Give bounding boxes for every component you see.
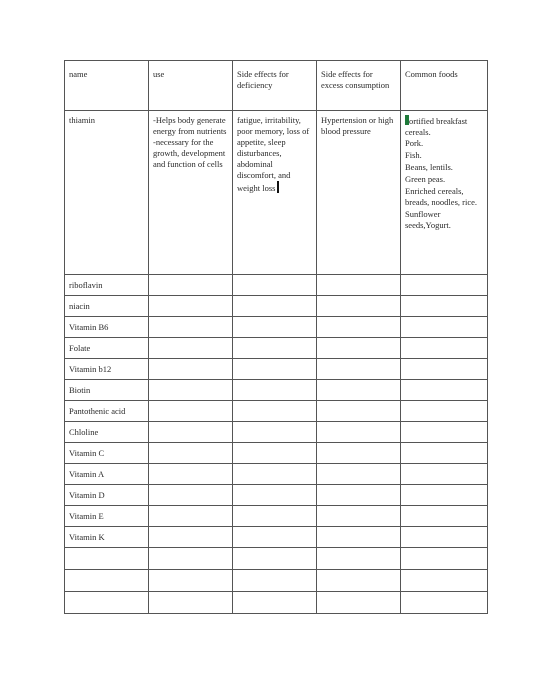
empty-cell[interactable] bbox=[233, 570, 317, 592]
table-row bbox=[65, 443, 488, 464]
table-row bbox=[65, 296, 488, 317]
empty-cell[interactable] bbox=[401, 422, 488, 443]
table-row bbox=[65, 275, 488, 296]
vitamin-name-cell[interactable]: riboflavin bbox=[65, 275, 149, 296]
empty-cell[interactable] bbox=[401, 380, 488, 401]
foods-list bbox=[405, 116, 483, 231]
vitamin-name-cell[interactable]: Biotin bbox=[65, 380, 149, 401]
empty-cell[interactable] bbox=[317, 296, 401, 317]
empty-cell[interactable] bbox=[401, 359, 488, 380]
table-row bbox=[65, 506, 488, 527]
empty-cell[interactable] bbox=[401, 317, 488, 338]
empty-cell[interactable] bbox=[233, 527, 317, 548]
empty-cell[interactable] bbox=[401, 296, 488, 317]
empty-cell[interactable] bbox=[233, 506, 317, 527]
empty-cell[interactable] bbox=[65, 592, 149, 614]
empty-cell[interactable] bbox=[317, 317, 401, 338]
vitamin-name-cell[interactable]: Vitamin K bbox=[65, 527, 149, 548]
empty-cell[interactable] bbox=[401, 506, 488, 527]
food-item: Green peas. bbox=[405, 174, 446, 184]
vitamin-table bbox=[64, 60, 488, 614]
empty-cell[interactable] bbox=[149, 359, 233, 380]
empty-cell[interactable] bbox=[401, 464, 488, 485]
empty-cell[interactable] bbox=[149, 338, 233, 359]
text-cursor bbox=[277, 181, 279, 193]
empty-cell[interactable] bbox=[317, 485, 401, 506]
header-foods[interactable]: Common foods bbox=[401, 61, 488, 111]
empty-cell[interactable] bbox=[401, 485, 488, 506]
empty-cell[interactable] bbox=[233, 296, 317, 317]
food-item: Fish. bbox=[405, 150, 422, 160]
empty-cell[interactable] bbox=[233, 380, 317, 401]
empty-cell[interactable] bbox=[65, 548, 149, 570]
empty-cell[interactable] bbox=[149, 275, 233, 296]
empty-cell[interactable] bbox=[233, 443, 317, 464]
empty-cell[interactable] bbox=[149, 317, 233, 338]
empty-cell[interactable] bbox=[317, 570, 401, 592]
food-item: ortified breakfast cereals. bbox=[405, 116, 468, 137]
empty-cell[interactable] bbox=[149, 401, 233, 422]
empty-cell[interactable] bbox=[233, 592, 317, 614]
header-row bbox=[65, 61, 488, 111]
table-row bbox=[65, 317, 488, 338]
empty-cell[interactable] bbox=[233, 275, 317, 296]
empty-cell[interactable] bbox=[317, 338, 401, 359]
empty-cell[interactable] bbox=[149, 296, 233, 317]
empty-cell[interactable] bbox=[401, 570, 488, 592]
vitamin-name-cell[interactable]: niacin bbox=[65, 296, 149, 317]
thiamin-use-cell[interactable]: -Helps body generate energy from nutrients -necessary for the growth, development and function of cells bbox=[149, 111, 233, 275]
header-name[interactable]: name bbox=[65, 61, 149, 111]
table-row bbox=[65, 527, 488, 548]
empty-cell[interactable] bbox=[317, 592, 401, 614]
empty-cell[interactable] bbox=[317, 548, 401, 570]
vitamin-name-cell[interactable]: Chloline bbox=[65, 422, 149, 443]
empty-cell[interactable] bbox=[317, 275, 401, 296]
empty-cell[interactable] bbox=[317, 506, 401, 527]
empty-cell[interactable] bbox=[317, 464, 401, 485]
empty-cell[interactable] bbox=[149, 548, 233, 570]
food-item: Beans, lentils. bbox=[405, 162, 453, 172]
table-row bbox=[65, 380, 488, 401]
empty-table-row bbox=[65, 570, 488, 592]
table-row bbox=[65, 338, 488, 359]
thiamin-row bbox=[65, 111, 488, 275]
vitamin-name-cell[interactable]: Vitamin A bbox=[65, 464, 149, 485]
empty-cell[interactable] bbox=[401, 275, 488, 296]
header-excess[interactable]: Side effects for excess consumption bbox=[317, 61, 401, 111]
empty-cell[interactable] bbox=[233, 485, 317, 506]
empty-cell[interactable] bbox=[65, 570, 149, 592]
vitamin-name-cell[interactable]: Vitamin b12 bbox=[65, 359, 149, 380]
empty-cell[interactable] bbox=[233, 317, 317, 338]
vitamin-name-cell[interactable]: Vitamin D bbox=[65, 485, 149, 506]
empty-table-row bbox=[65, 592, 488, 614]
vitamin-name-cell[interactable]: Vitamin C bbox=[65, 443, 149, 464]
thiamin-excess-cell[interactable]: Hypertension or high blood pressure bbox=[317, 111, 401, 275]
food-item: Pork. bbox=[405, 138, 424, 148]
empty-cell[interactable] bbox=[149, 506, 233, 527]
table-row bbox=[65, 485, 488, 506]
thiamin-foods-cell[interactable] bbox=[401, 111, 488, 275]
empty-cell[interactable] bbox=[401, 401, 488, 422]
empty-cell[interactable] bbox=[233, 338, 317, 359]
table-row bbox=[65, 401, 488, 422]
empty-cell[interactable] bbox=[401, 548, 488, 570]
empty-cell[interactable] bbox=[149, 422, 233, 443]
empty-cell[interactable] bbox=[401, 592, 488, 614]
empty-cell[interactable] bbox=[401, 338, 488, 359]
empty-cell[interactable] bbox=[149, 485, 233, 506]
empty-cell[interactable] bbox=[149, 527, 233, 548]
header-deficiency[interactable]: Side effects for deficiency bbox=[233, 61, 317, 111]
header-use[interactable]: use bbox=[149, 61, 233, 111]
thiamin-name-cell[interactable]: thiamin bbox=[65, 111, 149, 275]
empty-cell[interactable] bbox=[149, 380, 233, 401]
empty-cell[interactable] bbox=[317, 422, 401, 443]
food-item: Enriched cereals, breads, noodles, rice. bbox=[405, 186, 477, 207]
thiamin-deficiency-cell[interactable] bbox=[233, 111, 317, 275]
table-row bbox=[65, 359, 488, 380]
table-row bbox=[65, 422, 488, 443]
empty-cell[interactable] bbox=[317, 359, 401, 380]
vitamin-name-cell[interactable]: Vitamin B6 bbox=[65, 317, 149, 338]
empty-cell[interactable] bbox=[233, 548, 317, 570]
empty-cell[interactable] bbox=[233, 401, 317, 422]
empty-cell[interactable] bbox=[149, 592, 233, 614]
empty-cell[interactable] bbox=[401, 443, 488, 464]
vitamin-name-cell[interactable]: Folate bbox=[65, 338, 149, 359]
empty-cell[interactable] bbox=[401, 527, 488, 548]
table-row bbox=[65, 464, 488, 485]
empty-cell[interactable] bbox=[149, 570, 233, 592]
food-item: Sunflower seeds,Yogurt. bbox=[405, 209, 451, 230]
empty-cell[interactable] bbox=[317, 527, 401, 548]
empty-cell[interactable] bbox=[149, 443, 233, 464]
thiamin-deficiency-text: fatigue, irritability, poor memory, loss of appetite, sleep disturbances, abdominal discomfort, and weight loss bbox=[237, 115, 310, 193]
empty-cell[interactable] bbox=[233, 464, 317, 485]
vitamin-name-cell[interactable]: Pantothenic acid bbox=[65, 401, 149, 422]
empty-cell[interactable] bbox=[149, 464, 233, 485]
empty-cell[interactable] bbox=[317, 401, 401, 422]
empty-table-row bbox=[65, 548, 488, 570]
empty-cell[interactable] bbox=[233, 359, 317, 380]
empty-cell[interactable] bbox=[233, 422, 317, 443]
vitamin-name-cell[interactable]: Vitamin E bbox=[65, 506, 149, 527]
empty-cell[interactable] bbox=[317, 380, 401, 401]
empty-cell[interactable] bbox=[317, 443, 401, 464]
